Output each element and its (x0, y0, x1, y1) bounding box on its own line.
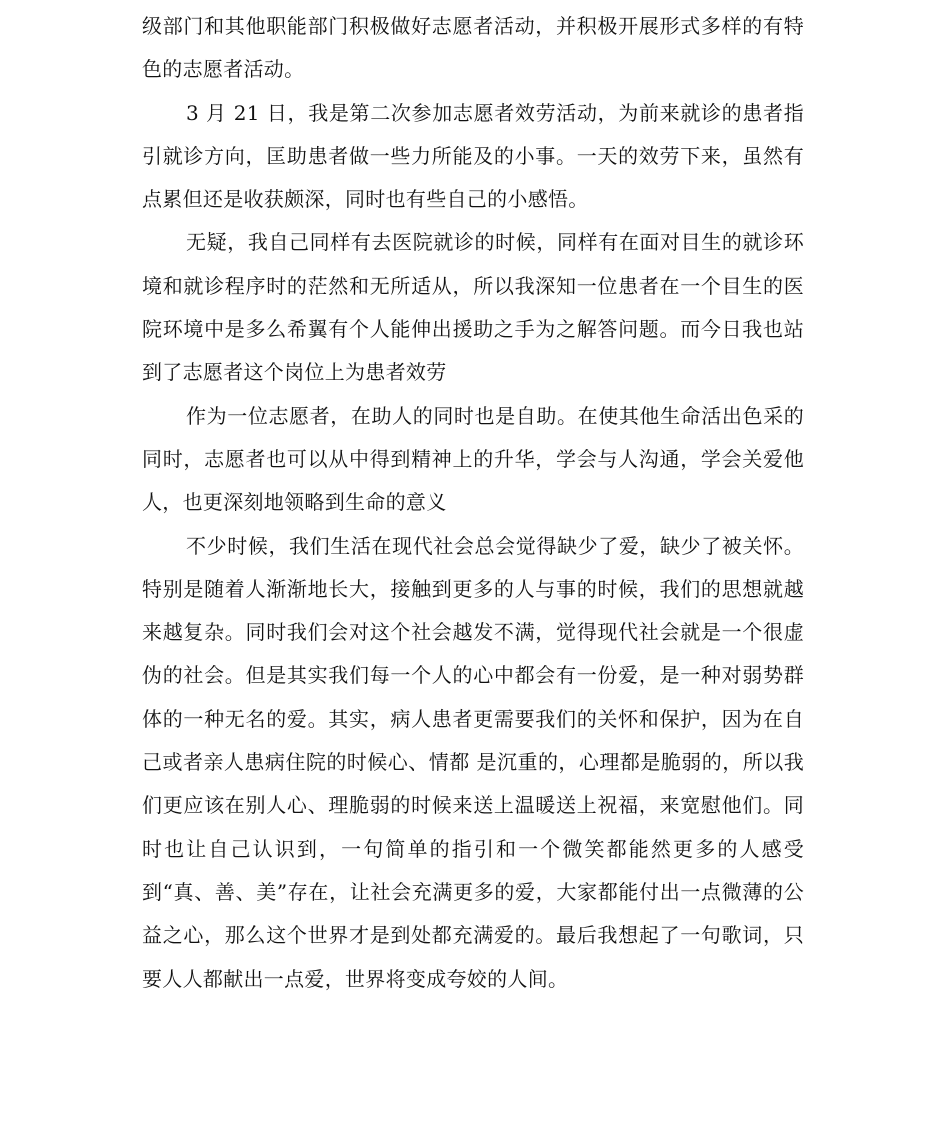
paragraph-society-love: 不少时候，我们生活在现代社会总会觉得缺少了爱，缺少了被关怀。特别是随着人渐渐地长大，接触到更多的人与事的时候，我们的思想就越来越复杂。同时我们会对这个社会越发不满，觉得现代社会就是一个很虚伪的社会。但是其实我们每一个人的心中都会有一份爱，是一种对弱势群体的一种无名的爱。其实，病人患者更需要我们的关怀和保护，因为在自己或者亲人患病住院的时候心、情都 是沉重的，心理都是脆弱的，所以我们更应该在别人心、理脆弱的时候来送上温暖送上祝福，来宽慰他们。同时也让自己认识到，一句简单的指引和一个微笑都能然更多的人感受到“真、善、美”存在，让社会充满更多的爱，大家都能付出一点微薄的公益之心，那么这个世界才是到处都充满爱的。最后我想起了一句歌词，只要人人都献出一点爱，世界将变成夸姣的人间。 (142, 533, 804, 991)
paragraph-continued: 级部门和其他职能部门积极做好志愿者活动，并积极开展形式多样的有特色的志愿者活动。 (142, 14, 804, 82)
paragraph-volunteer-date: 3 月 21 日，我是第二次参加志愿者效劳活动，为前来就诊的患者指引就诊方向，匡助患者做一些力所能及的小事。一天的效劳下来，虽然有点累但还是收获颇深，同时也有些自己的小感悟。 (142, 100, 804, 212)
paragraph-hospital-experience: 无疑，我自己同样有去医院就诊的时候，同样有在面对目生的就诊环境和就诊程序时的茫然和无所适从，所以我深知一位患者在一个目生的医院环境中是多么希翼有个人能伸出援助之手为之解答问题。而今日我也站到了志愿者这个岗位上为患者效劳 (142, 230, 804, 385)
paragraph-volunteer-meaning: 作为一位志愿者，在助人的同时也是自助。在使其他生命活出色采的同时，志愿者也可以从中得到精神上的升华，学会与人沟通，学会关爱他人，也更深刻地领略到生命的意义 (142, 403, 804, 515)
document-body (142, 5, 804, 1001)
